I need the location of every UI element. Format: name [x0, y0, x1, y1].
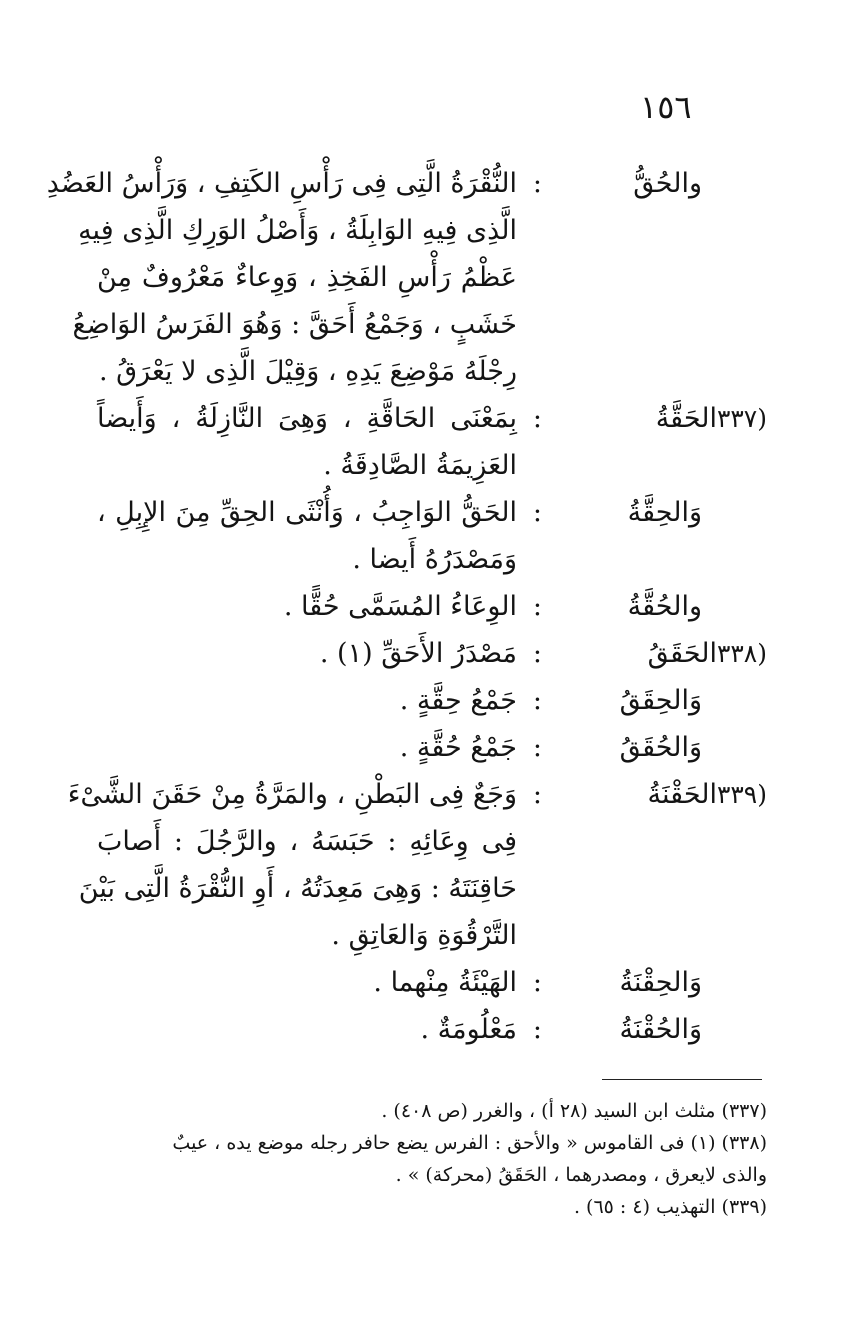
entry-headword: الحَقْنَةُ: [647, 779, 717, 810]
entry-definition-line: مَصْدَرُ الأَحَقِّ (١) .: [319, 638, 517, 669]
entry-definition-line: جَمْعُ حِقَّةٍ .: [399, 685, 517, 716]
entry: [0, 959, 867, 1006]
footnotes: [97, 1095, 767, 1223]
entry-definition-line: حَاقِنَتَهُ : وَهِىَ مَعِدَتُهُ ، أَوِ النُّقْرَةُ الَّتِى بَيْنَ: [78, 873, 517, 904]
entry: [0, 1006, 867, 1053]
entry-definition-line: الوِعَاءُ المُسَمَّى حُقًّا .: [283, 591, 517, 622]
entry-colon: :: [532, 591, 542, 622]
entry-colon: :: [532, 685, 542, 716]
entry-headword: الحَقَقُ: [647, 638, 717, 669]
entry: [0, 395, 867, 489]
entry-headword: الحَقَّةُ: [655, 403, 717, 434]
entry-definition-line: التَّرْقُوَةِ وَالعَاتِقِ .: [331, 920, 517, 951]
entry-definition-line: رِجْلَهُ مَوْضِعَ يَدِهِ ، وَقِيْلَ الَّذِى لا يَعْرَقُ .: [99, 356, 517, 387]
footnote-line: (٣٣٨) (١) فى القاموس « والأحق : الفرس يضع حافر رجله موضع يده ، عيبٌ: [172, 1132, 767, 1154]
footnote-line: والذى لايعرق ، ومصدرهما ، الحَقَقُ (محركة) » .: [395, 1164, 767, 1186]
footnote-line: (٣٣٩) التهذيب (٤ : ٦٥) .: [573, 1196, 767, 1218]
entry-definition-line: وَمَصْدَرُهُ أَيضا .: [352, 544, 517, 575]
entry-colon: :: [532, 638, 542, 669]
entry: [0, 677, 867, 724]
entry: [0, 630, 867, 677]
entry-colon: :: [532, 168, 542, 199]
entry: [0, 160, 867, 395]
entry: [0, 724, 867, 771]
footnote-divider: [602, 1079, 762, 1080]
entry-colon: :: [532, 967, 542, 998]
entry-definition-line: النُّقْرَةُ الَّتِى فِى رَأْسِ الكَتِفِ ، وَرَأْسُ العَضُدِ: [46, 168, 517, 199]
entry: [0, 489, 867, 583]
entry-definition-line: وَجَعٌ فِى البَطْنِ ، والمَرَّةُ مِنْ حَقَنَ الشَّىْءَ: [67, 779, 517, 810]
entry-headword: والحُقَّةُ: [627, 591, 702, 622]
entry-definition-line: عَظْمُ رَأْسِ الفَخِذِ ، وَوِعاءٌ مَعْرُوفٌ مِنْ: [97, 262, 517, 293]
entry-colon: :: [532, 732, 542, 763]
entry-definition-line: العَزِيمَةُ الصَّادِقَةُ .: [323, 450, 517, 481]
entry-headword: وَالحُقَقُ: [619, 732, 702, 763]
entry-definition-line: خَشَبٍ ، وَجَمْعُ أَحَقَّ : وَهُوَ الفَرَسُ الوَاضِعُ: [72, 309, 517, 340]
entry-headword: وَالحِقْنَةُ: [619, 967, 702, 998]
entry-definition-line: جَمْعُ حُقَّةٍ .: [399, 732, 517, 763]
entry-colon: :: [532, 403, 542, 434]
entry-headword: وَالحُقْنَةُ: [619, 1014, 702, 1045]
entry-definition-line: مَعْلُومَةٌ .: [420, 1014, 517, 1045]
entry-definition-line: فِى وِعَائِهِ : حَبَسَهُ ، والرَّجُلَ : أَصابَ: [97, 826, 517, 857]
entry: [0, 771, 867, 959]
entry: [0, 583, 867, 630]
entry-headword: وَالحِقَقُ: [619, 685, 702, 716]
entry-colon: :: [532, 497, 542, 528]
entry-number: (٣٣٩: [716, 780, 767, 809]
entry-headword: والحُقُّ: [633, 168, 702, 199]
entry-definition-line: بِمَعْنَى الحَاقَّةِ ، وَهِىَ النَّازِلَةُ ، وَأَيضاً: [97, 403, 517, 434]
entry-colon: :: [532, 1014, 542, 1045]
entry-colon: :: [532, 779, 542, 810]
entry-number: (٣٣٧: [716, 404, 767, 433]
entry-definition-line: الحَقُّ الوَاجِبُ ، وَأُنْثَى الحِقِّ مِنَ الإِبِلِ ،: [97, 497, 517, 528]
entry-definition-line: الَّذِى فِيهِ الوَابِلَةُ ، وَأَصْلُ الوَرِكِ الَّذِى فِيهِ: [78, 215, 517, 246]
entry-definition-line: الهَيْئَةُ مِنْهما .: [373, 967, 517, 998]
entry-number: (٣٣٨: [716, 639, 767, 668]
entry-headword: وَالحِقَّةُ: [627, 497, 702, 528]
dictionary-entries: [0, 160, 867, 1053]
footnote-line: (٣٣٧) مثلث ابن السيد (٢٨ أ) ، والغرر (ص ٤٠٨) .: [381, 1100, 767, 1122]
page-number: ١٥٦: [640, 88, 692, 126]
